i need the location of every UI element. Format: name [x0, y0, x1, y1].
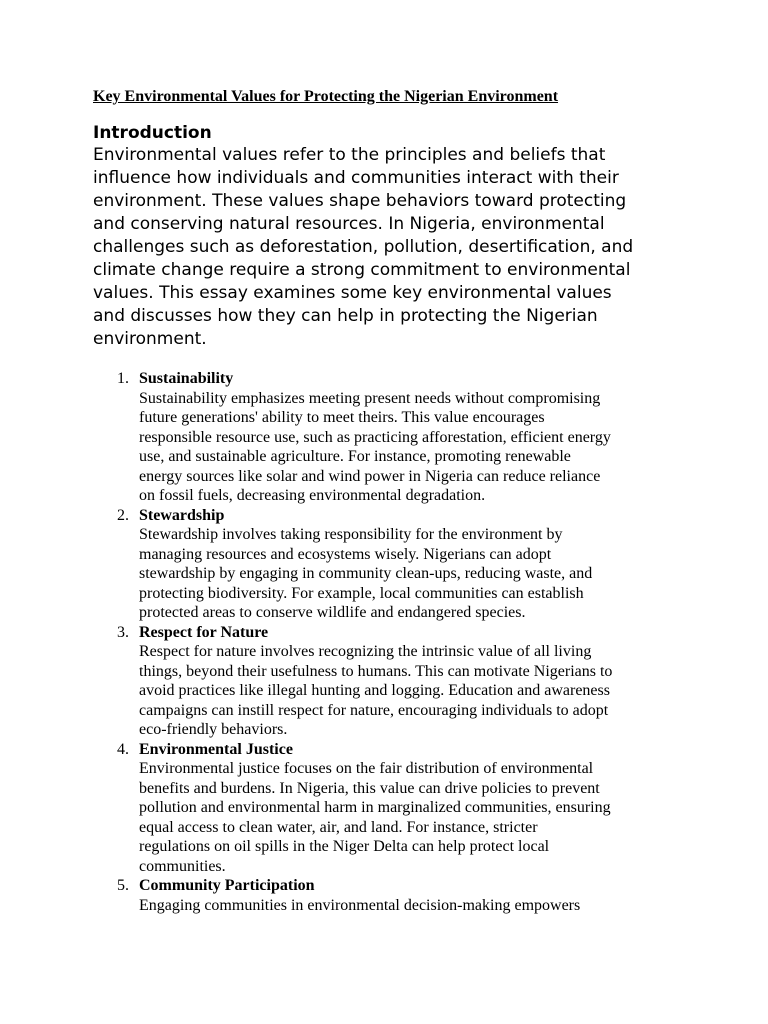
- document-title: Key Environmental Values for Protecting the Nigerian Environment: [93, 88, 559, 105]
- list-item-text-line: Respect for nature involves recognizing the intrinsic value of all living: [139, 643, 592, 660]
- list-item-stewardship: [0, 506, 768, 623]
- list-item-title: Stewardship: [139, 506, 225, 524]
- list-item-environmental-justice: [0, 740, 768, 877]
- list-item-text-line: equal access to clean water, air, and land. For instance, stricter: [139, 818, 538, 836]
- introduction-heading: Introduction: [93, 123, 212, 143]
- list-item-text-line: regulations on oil spills in the Niger Delta can help protect local: [139, 838, 550, 855]
- list-item-text-line: responsible resource use, such as practicing afforestation, efficient energy: [139, 428, 611, 446]
- intro-line: environment.: [93, 329, 207, 349]
- list-item-text-line: protected areas to conserve wildlife and endangered species.: [139, 604, 526, 621]
- intro-line: environment. These values shape behaviors toward protecting: [93, 191, 627, 211]
- list-item-text-line: energy sources like solar and wind power in Nigeria can reduce reliance: [139, 467, 601, 485]
- list-item-title: Environmental Justice: [139, 740, 293, 758]
- intro-line: and discusses how they can help in protecting the Nigerian: [93, 306, 598, 326]
- list-item-text-line: Environmental justice focuses on the fair distribution of environmental: [139, 760, 594, 777]
- list-item-number: 5.: [117, 877, 129, 894]
- list-item-text-line: Stewardship involves taking responsibility for the environment by: [139, 526, 563, 543]
- list-item-number: 4.: [117, 740, 129, 758]
- list-item-number: 3.: [117, 623, 129, 641]
- list-item-number: 2.: [117, 506, 129, 524]
- list-item-title: Community Participation: [139, 877, 315, 894]
- introduction-paragraph: [93, 144, 693, 351]
- intro-line: and conserving natural resources. In Nigeria, environmental: [93, 214, 605, 234]
- list-item-text-line: use, and sustainable agriculture. For instance, promoting renewable: [139, 448, 571, 465]
- list-item-text-line: Engaging communities in environmental decision-making empowers: [139, 896, 581, 914]
- list-item-title: Respect for Nature: [139, 623, 269, 641]
- list-item-number: 1.: [117, 370, 129, 387]
- intro-line: values. This essay examines some key environmental values: [93, 283, 612, 303]
- intro-line: Environmental values refer to the principles and beliefs that: [93, 145, 606, 165]
- list-item-text-line: communities.: [139, 857, 226, 875]
- list-item-title: Sustainability: [139, 370, 234, 387]
- environmental-values-list: [0, 369, 768, 915]
- list-item-text-line: protecting biodiversity. For example, local communities can establish: [139, 584, 584, 602]
- list-item-community-participation: [0, 876, 768, 915]
- list-item-text-line: eco-friendly behaviors.: [139, 721, 288, 738]
- list-item-text-line: avoid practices like illegal hunting and logging. Education and awareness: [139, 682, 610, 699]
- list-item-text-line: things, beyond their usefulness to humans. This can motivate Nigerians to: [139, 662, 613, 680]
- list-item-text-line: benefits and burdens. In Nigeria, this value can drive policies to prevent: [139, 779, 600, 797]
- list-item-text-line: managing resources and ecosystems wisely. Nigerians can adopt: [139, 545, 552, 563]
- intro-line: influence how individuals and communities interact with their: [93, 168, 619, 188]
- list-item-text-line: campaigns can instill respect for nature, encouraging individuals to adopt: [139, 701, 609, 719]
- list-item-text-line: on fossil fuels, decreasing environmental degradation.: [139, 487, 486, 504]
- intro-line: challenges such as deforestation, pollution, desertification, and: [93, 237, 634, 257]
- list-item-respect-for-nature: [0, 623, 768, 740]
- list-item-text-line: pollution and environmental harm in marginalized communities, ensuring: [139, 799, 611, 816]
- list-item-sustainability: [0, 369, 768, 506]
- list-item-text-line: Sustainability emphasizes meeting present needs without compromising: [139, 389, 601, 407]
- list-item-text-line: future generations' ability to meet theirs. This value encourages: [139, 409, 545, 426]
- list-item-text-line: stewardship by engaging in community clean-ups, reducing waste, and: [139, 565, 593, 582]
- intro-line: climate change require a strong commitment to environmental: [93, 260, 631, 280]
